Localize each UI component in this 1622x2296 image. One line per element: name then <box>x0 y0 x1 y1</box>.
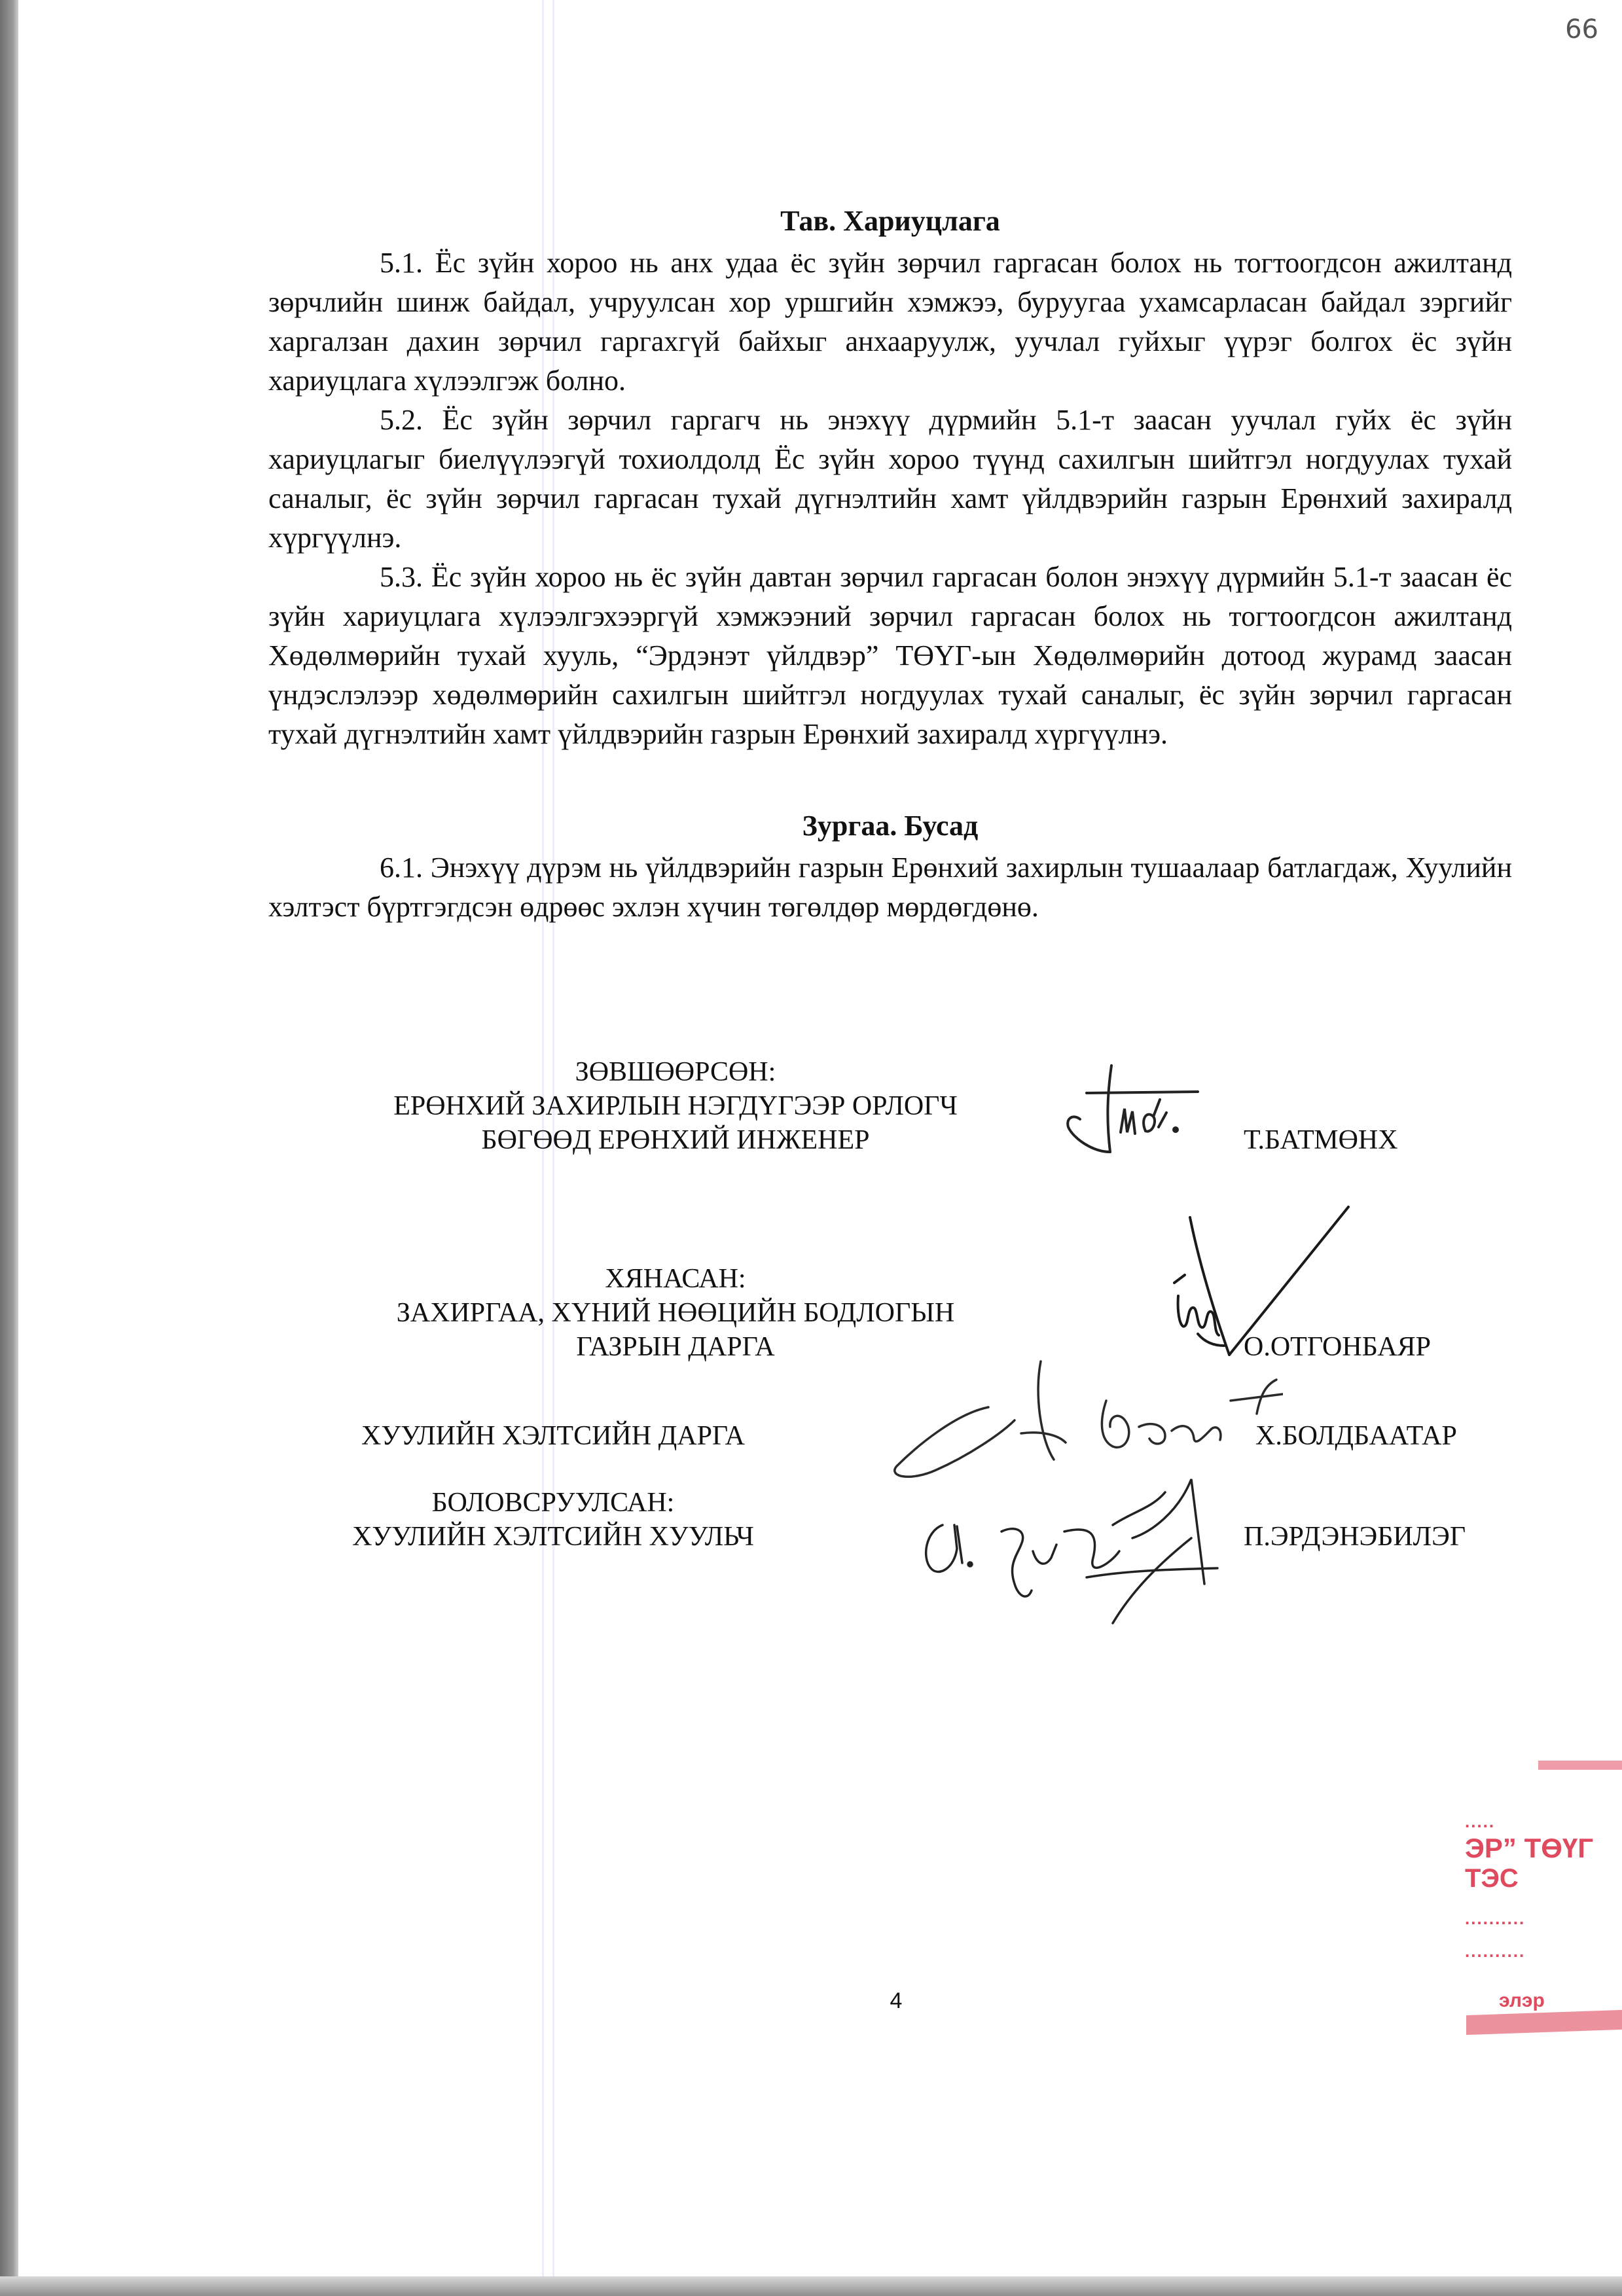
signature-batmunkh-icon <box>1047 1054 1217 1165</box>
section-5-body <box>268 243 1512 754</box>
approved-label: ЗӨВШӨӨРСӨН: <box>575 1057 776 1087</box>
legal-head-name: Х.БОЛДБААТАР <box>1255 1421 1457 1451</box>
signature-erdenebileg-icon <box>916 1453 1231 1630</box>
stamp-dots: .......... <box>1465 1941 1526 1961</box>
stamp-line-3: элэр <box>1499 1990 1545 2011</box>
stamp-dots: .......... <box>1465 1909 1526 1928</box>
section-6-body <box>268 848 1512 927</box>
reviewed-position-line2: ГАЗРЫН ДАРГА <box>576 1332 775 1362</box>
paragraph-5-2: 5.2. Ёс зүйн зөрчил гаргагч нь энэхүү дүрмийн 5.1-т заасан уучлал гуйх ёс зүйн хариуцлагыг биелүүлээгүй тохиолдолд Ёс зүйн хороо түүнд сахилгын шийтгэл ногдуулах тухай саналыг, ёс зүйн зөрчил гаргасан тухай дүгнэлтийн хамт үйлдвэрийн газрын Ерөнхий захиралд хүргүүлнэ. <box>268 404 1512 554</box>
section-5-heading: Тав. Хариуцлага <box>780 205 1000 237</box>
prepared-block <box>209 1486 897 1554</box>
paragraph-5-3: 5.3. Ёс зүйн хороо нь ёс зүйн давтан зөрчил гаргасан болон энэхүү дүрмийн 5.1-т заасан ёс зүйн хариуцлага хүлээлгэхээргүй хэмжээний зөрчил гаргасан болох нь тогтоогдсон ажилтанд Хөдөлмөрийн тухай хууль, “Эрдэнэт үйлдвэр” ТӨҮГ-ын Хөдөлмөрийн дотоод журамд заасан үндэслэлээр хөдөлмөрийн сахилгын шийтгэл ногдуулах тухай саналыг, ёс зүйн зөрчил гаргасан тухай дүгнэлтийн хамт үйлдвэрийн газрын Ерөнхий захиралд хүргүүлнэ. <box>268 561 1512 750</box>
stamp-ink-bar <box>1538 1761 1622 1770</box>
page-corner-number: 66 <box>1565 14 1598 45</box>
approved-name: Т.БАТМӨНХ <box>1244 1125 1398 1155</box>
reviewed-label: ХЯНАСАН: <box>605 1264 746 1294</box>
page-number: 4 <box>890 1988 903 2013</box>
stamp-line-1: ЭР” ТӨҮГ <box>1465 1833 1594 1863</box>
reviewed-position-line1: ЗАХИРГАА, ХҮНИЙ НӨӨЦИЙН БОДЛОГЫН <box>396 1298 955 1328</box>
scan-edge-bottom <box>0 2276 1622 2296</box>
section-6-heading: Зургаа. Бусад <box>802 810 979 842</box>
paragraph-5-1: 5.1. Ёс зүйн хороо нь анх удаа ёс зүйн зөрчил гаргасан болох нь тогтоогдсон ажилтанд зөрчлийн шинж байдал, учруулсан хор уршгийн хэмжээ, буруугаа ухамсарласан байдал зэргийг харгалзан дахин зөрчил гаргахгүй байхыг анхааруулж, уучлал гуйхыг үүрэг болгох ёс зүйн хариуцлага хүлээлгэж болно. <box>268 247 1512 397</box>
stamp-dots: ..... <box>1465 1812 1496 1831</box>
stamp-ink-bar <box>1466 2010 1622 2035</box>
reviewed-name: О.ОТГОНБАЯР <box>1244 1332 1431 1362</box>
approved-position-line1: ЕРӨНХИЙ ЗАХИРЛЫН НЭГДҮГЭЭР ОРЛОГЧ <box>393 1091 958 1121</box>
prepared-name: П.ЭРДЭНЭБИЛЭГ <box>1244 1522 1466 1552</box>
stamp <box>1440 1754 1622 2011</box>
legal-head-block <box>209 1419 897 1453</box>
prepared-position: ХУУЛИЙН ХЭЛТСИЙН ХУУЛЬЧ <box>352 1522 754 1552</box>
prepared-label: БОЛОВСРУУЛСАН: <box>431 1488 675 1518</box>
approved-block <box>315 1055 1036 1157</box>
paragraph-6-1: 6.1. Энэхүү дүрэм нь үйлдвэрийн газрын Ерөнхий захирлын тушаалаар батлагдаж, Хуулийн хэлтэст бүртгэгдсэн өдрөөс эхлэн хүчин төгөлдөр мөрдөгдөнө. <box>268 852 1512 923</box>
legal-head-position: ХУУЛИЙН ХЭЛТСИЙН ДАРГА <box>361 1421 745 1451</box>
stamp-line-2: ТЭС <box>1465 1864 1519 1893</box>
scan-edge-left <box>0 0 18 2296</box>
approved-position-line2: БӨГӨӨД ЕРӨНХИЙ ИНЖЕНЕР <box>481 1125 870 1155</box>
